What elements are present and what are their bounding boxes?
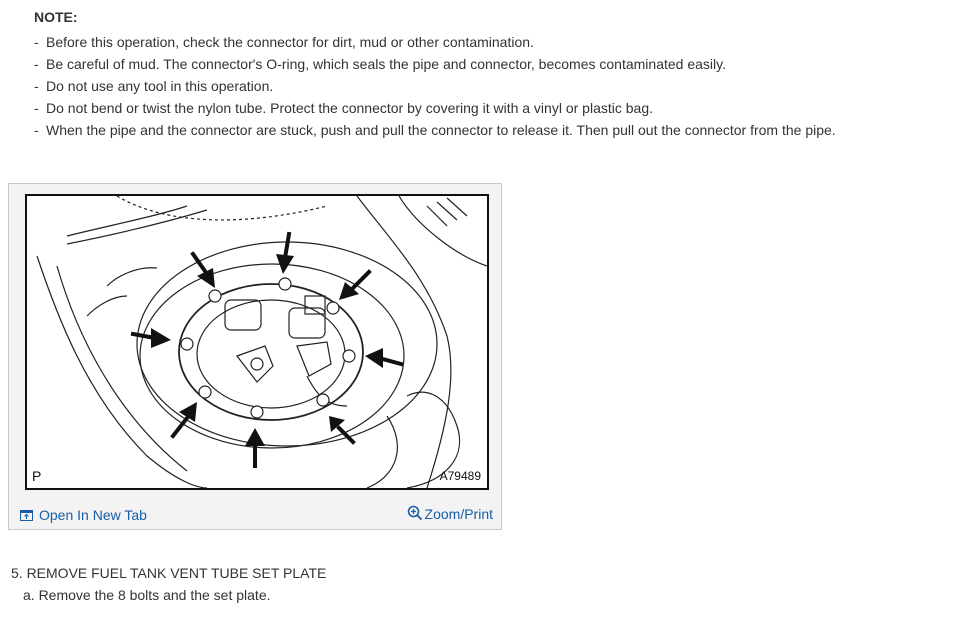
open-in-new-tab-link[interactable]: Open In New Tab [20,507,147,523]
note-item: - Do not use any tool in this operation. [34,78,274,94]
procedure-substep: a. Remove the 8 bolts and the set plate. [23,587,271,603]
figure-footer [9,494,501,530]
figure-panel [8,183,502,530]
note-list [34,31,836,141]
figure-corner-letter: P [32,468,42,484]
procedure-step: 5. REMOVE FUEL TANK VENT TUBE SET PLATE [11,565,327,581]
note-item: - When the pipe and the connector are stuck, push and pull the connector to release it. Then pull out the connector from the pipe. [34,122,836,138]
zoom-in-icon [407,505,423,521]
illustration[interactable] [25,194,489,490]
fuel-tank-illustration [27,196,487,488]
figure-code: A79489 [439,469,481,483]
note-item: - Do not bend or twist the nylon tube. Protect the connector by covering it with a vinyl or plastic bag. [34,100,653,116]
open-tab-icon [20,510,33,521]
note-title: NOTE: [34,9,78,25]
zoom-print-link[interactable]: Zoom/Print [407,505,493,522]
note-item: - Be careful of mud. The connector's O-ring, which seals the pipe and connector, becomes contaminated easily. [34,56,726,72]
note-item: - Before this operation, check the connector for dirt, mud or other contamination. [34,34,534,50]
